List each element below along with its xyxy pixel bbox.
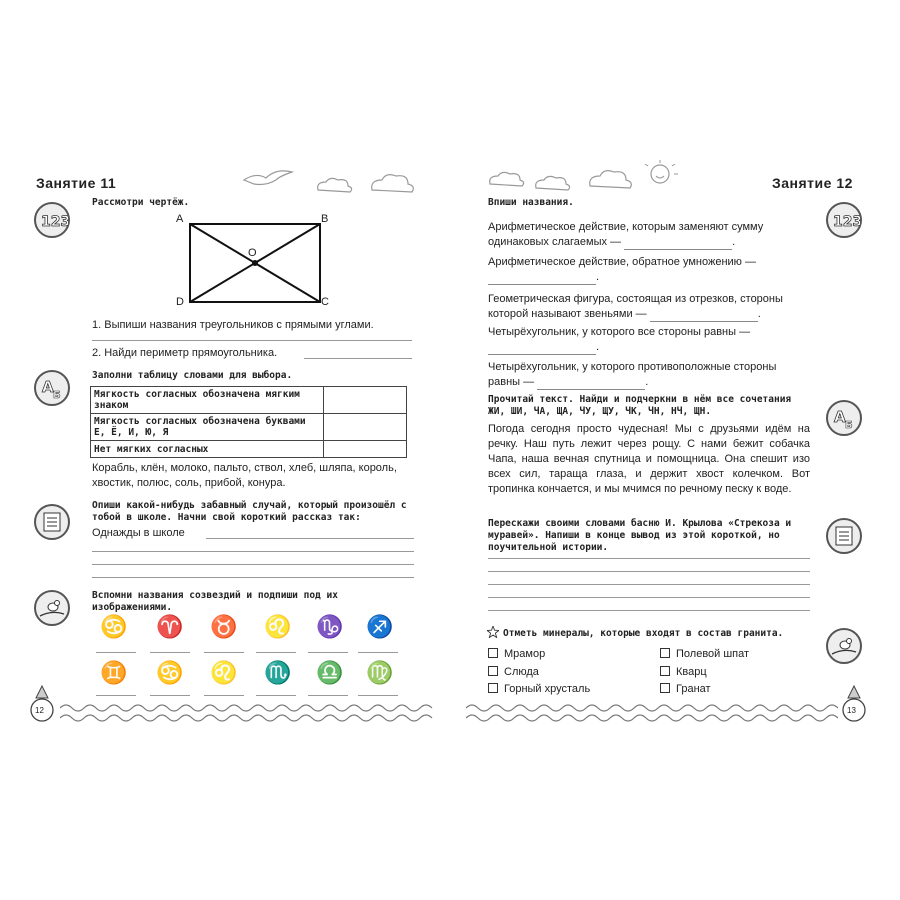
definition-item <box>488 255 810 285</box>
answer-line[interactable] <box>624 237 732 250</box>
bird-on-branch-icon <box>826 628 862 664</box>
zodiac-icon: ♌ <box>264 614 292 639</box>
pencil-icon <box>838 684 872 724</box>
answer-line[interactable] <box>150 695 190 696</box>
checkbox[interactable] <box>488 666 498 676</box>
option-label: Горный хрусталь <box>504 683 591 695</box>
lesson-title: Занятие 12 <box>772 175 853 191</box>
option-label: Мрамор <box>504 648 546 660</box>
mineral-option[interactable] <box>660 683 711 695</box>
answer-line[interactable] <box>488 584 810 585</box>
table-row-label: Нет мягких согласных <box>91 441 324 458</box>
mineral-option[interactable] <box>660 648 749 660</box>
zodiac-icon: ♌ <box>210 660 238 685</box>
numbers-123-icon <box>826 202 862 238</box>
answer-cell[interactable] <box>324 414 407 441</box>
answer-line[interactable] <box>488 342 596 355</box>
definition-text: Четырёхугольник, у которого все стороны равны — <box>488 326 751 338</box>
definition-text: Арифметическое действие, которым заменяют сумму одинаковых слагаемых — <box>488 221 764 248</box>
task-heading: Опиши какой-нибудь забавный случай, который произошёл с тобой в школе. Начни свой короткий рассказ так: <box>92 500 407 523</box>
zodiac-icon: ♈ <box>156 614 184 639</box>
option-label: Гранат <box>676 683 711 695</box>
table-row <box>91 387 407 414</box>
answer-line[interactable] <box>488 597 810 598</box>
answer-line[interactable] <box>308 652 348 653</box>
zodiac-icon: ♉ <box>210 614 238 639</box>
task-heading: Перескажи своими словами басню И. Крылова «Стрекоза и муравей». Напиши в конце вывод из этой короткой, но поучительной истории. <box>488 518 792 553</box>
mineral-option[interactable] <box>488 648 545 660</box>
mineral-option[interactable] <box>488 683 590 695</box>
checkbox[interactable] <box>660 683 670 693</box>
definition-text: Геометрическая фигура, состоящая из отрезков, стороны которой называют звеньями — <box>488 293 783 320</box>
answer-line[interactable] <box>256 652 296 653</box>
vertex-label-b: B <box>321 213 329 225</box>
answer-cell[interactable] <box>324 441 407 458</box>
checkbox[interactable] <box>660 666 670 676</box>
answer-line[interactable] <box>304 358 412 359</box>
page-number: 12 <box>35 706 44 715</box>
book-icon <box>34 504 70 540</box>
task-heading: Вспомни названия созвездий и подпиши под их изображениями. <box>92 590 338 613</box>
task-heading: Отметь минералы, которые входят в состав гранита. <box>503 628 784 639</box>
star-icon <box>487 626 499 638</box>
answer-line[interactable] <box>92 564 414 565</box>
answer-line[interactable] <box>92 577 414 578</box>
definition-item <box>488 220 810 250</box>
definition-end: . <box>757 308 761 320</box>
task-heading: Заполни таблицу словами для выбора. <box>92 370 293 381</box>
pencil-icon <box>26 684 60 724</box>
answer-line[interactable] <box>256 695 296 696</box>
definition-text: Четырёхугольник, у которого противоположные стороны равны — <box>488 361 777 388</box>
cloud-sun-decoration <box>488 160 688 196</box>
option-label: Полевой шпат <box>676 648 750 660</box>
task-heading: Прочитай текст. Найди и подчеркни в нём все сочетания ЖИ, ШИ, ЧА, ЩА, ЧУ, ЩУ, ЧК, ЧН, НЧ, ЩН. <box>488 394 792 417</box>
lesson-title: Занятие 11 <box>36 175 117 191</box>
option-label: Слюда <box>504 666 539 678</box>
reading-text: Погода сегодня просто чудесная! Мы с друзьями идём на речку. Наш путь лежит через рощу. С нами бежит собачка Чапа, наша вечная спутница и помощница. Она спешит изо всех сил, тараща глаза, и держит хвост колечком. Вот тропинка кончается, и мы мчимся по речному песку к воде. <box>488 423 810 495</box>
answer-line[interactable] <box>96 652 136 653</box>
zodiac-icon: ♐ <box>366 614 394 639</box>
bird-on-branch-icon <box>34 590 70 626</box>
answer-line[interactable] <box>650 309 758 322</box>
question-1: 1. Выпиши названия треугольников с прямыми углами. <box>92 319 374 331</box>
answer-line[interactable] <box>488 571 810 572</box>
table-row-label: Мягкость согласных обозначена буквами Е, Ё, И, Ю, Я <box>91 414 324 441</box>
zodiac-icon: ♑ <box>316 614 344 639</box>
definition-item <box>488 292 810 322</box>
mineral-option[interactable] <box>488 666 539 678</box>
answer-line[interactable] <box>204 652 244 653</box>
answer-line[interactable] <box>488 558 810 559</box>
svg-text:A: A <box>834 408 846 426</box>
svg-text:123: 123 <box>833 214 860 230</box>
svg-text:A: A <box>42 378 54 396</box>
zodiac-icon: ♋ <box>100 614 128 639</box>
alphabet-icon <box>826 400 862 436</box>
task-heading: Рассмотри чертёж. <box>92 197 190 208</box>
checkbox[interactable] <box>488 683 498 693</box>
answer-line[interactable] <box>96 695 136 696</box>
vertex-label-a: A <box>176 213 184 225</box>
consonant-table <box>90 386 407 458</box>
rectangle-drawing <box>170 210 345 310</box>
numbers-123-icon <box>34 202 70 238</box>
definition-end: . <box>645 376 649 388</box>
definition-end: . <box>732 236 736 248</box>
book-icon <box>826 518 862 554</box>
answer-line[interactable] <box>358 652 398 653</box>
answer-line[interactable] <box>150 652 190 653</box>
definition-text: Арифметическое действие, обратное умножению — <box>488 256 756 268</box>
zodiac-icon: ♊ <box>100 660 128 685</box>
definition-end: . <box>596 341 600 353</box>
table-row <box>91 441 407 458</box>
wave-decoration <box>466 700 838 726</box>
word-list: Корабль, клён, молоко, пальто, ствол, хлеб, шляпа, король, хвостик, полюс, соль, прибой, конура. <box>92 462 397 489</box>
zodiac-icon: ♋ <box>156 660 184 685</box>
mineral-option[interactable] <box>660 666 707 678</box>
checkbox[interactable] <box>660 648 670 658</box>
definition-end: . <box>596 271 600 283</box>
answer-line[interactable] <box>537 377 645 390</box>
vertex-label-d: D <box>176 296 184 308</box>
answer-line[interactable] <box>358 695 398 696</box>
definition-item <box>488 325 810 355</box>
table-row-label: Мягкость согласных обозначена мягким знаком <box>91 387 324 414</box>
center-label-o: O <box>248 247 257 259</box>
alphabet-icon <box>34 370 70 406</box>
option-label: Кварц <box>676 666 707 678</box>
answer-line[interactable] <box>206 538 414 539</box>
definition-item <box>488 360 810 390</box>
checkbox[interactable] <box>488 648 498 658</box>
answer-cell[interactable] <box>324 387 407 414</box>
svg-text:Б: Б <box>53 390 61 401</box>
question-2: 2. Найди периметр прямоугольника. <box>92 347 278 359</box>
bird-cloud-decoration <box>236 166 426 196</box>
zodiac-icon: ♎ <box>316 660 344 685</box>
svg-text:Б: Б <box>845 420 853 431</box>
answer-line[interactable] <box>488 272 596 285</box>
task-heading: Впиши названия. <box>488 197 574 208</box>
answer-line[interactable] <box>92 551 414 552</box>
vertex-label-c: C <box>321 296 329 308</box>
page-number: 13 <box>847 706 856 715</box>
answer-line[interactable] <box>92 340 412 341</box>
table-row <box>91 414 407 441</box>
zodiac-icon: ♏ <box>264 660 292 685</box>
answer-line[interactable] <box>308 695 348 696</box>
answer-line[interactable] <box>488 610 810 611</box>
svg-text:123: 123 <box>41 214 68 230</box>
zodiac-icon: ♍ <box>366 660 394 685</box>
wave-decoration <box>60 700 440 726</box>
answer-line[interactable] <box>204 695 244 696</box>
story-start: Однажды в школе <box>92 527 185 539</box>
